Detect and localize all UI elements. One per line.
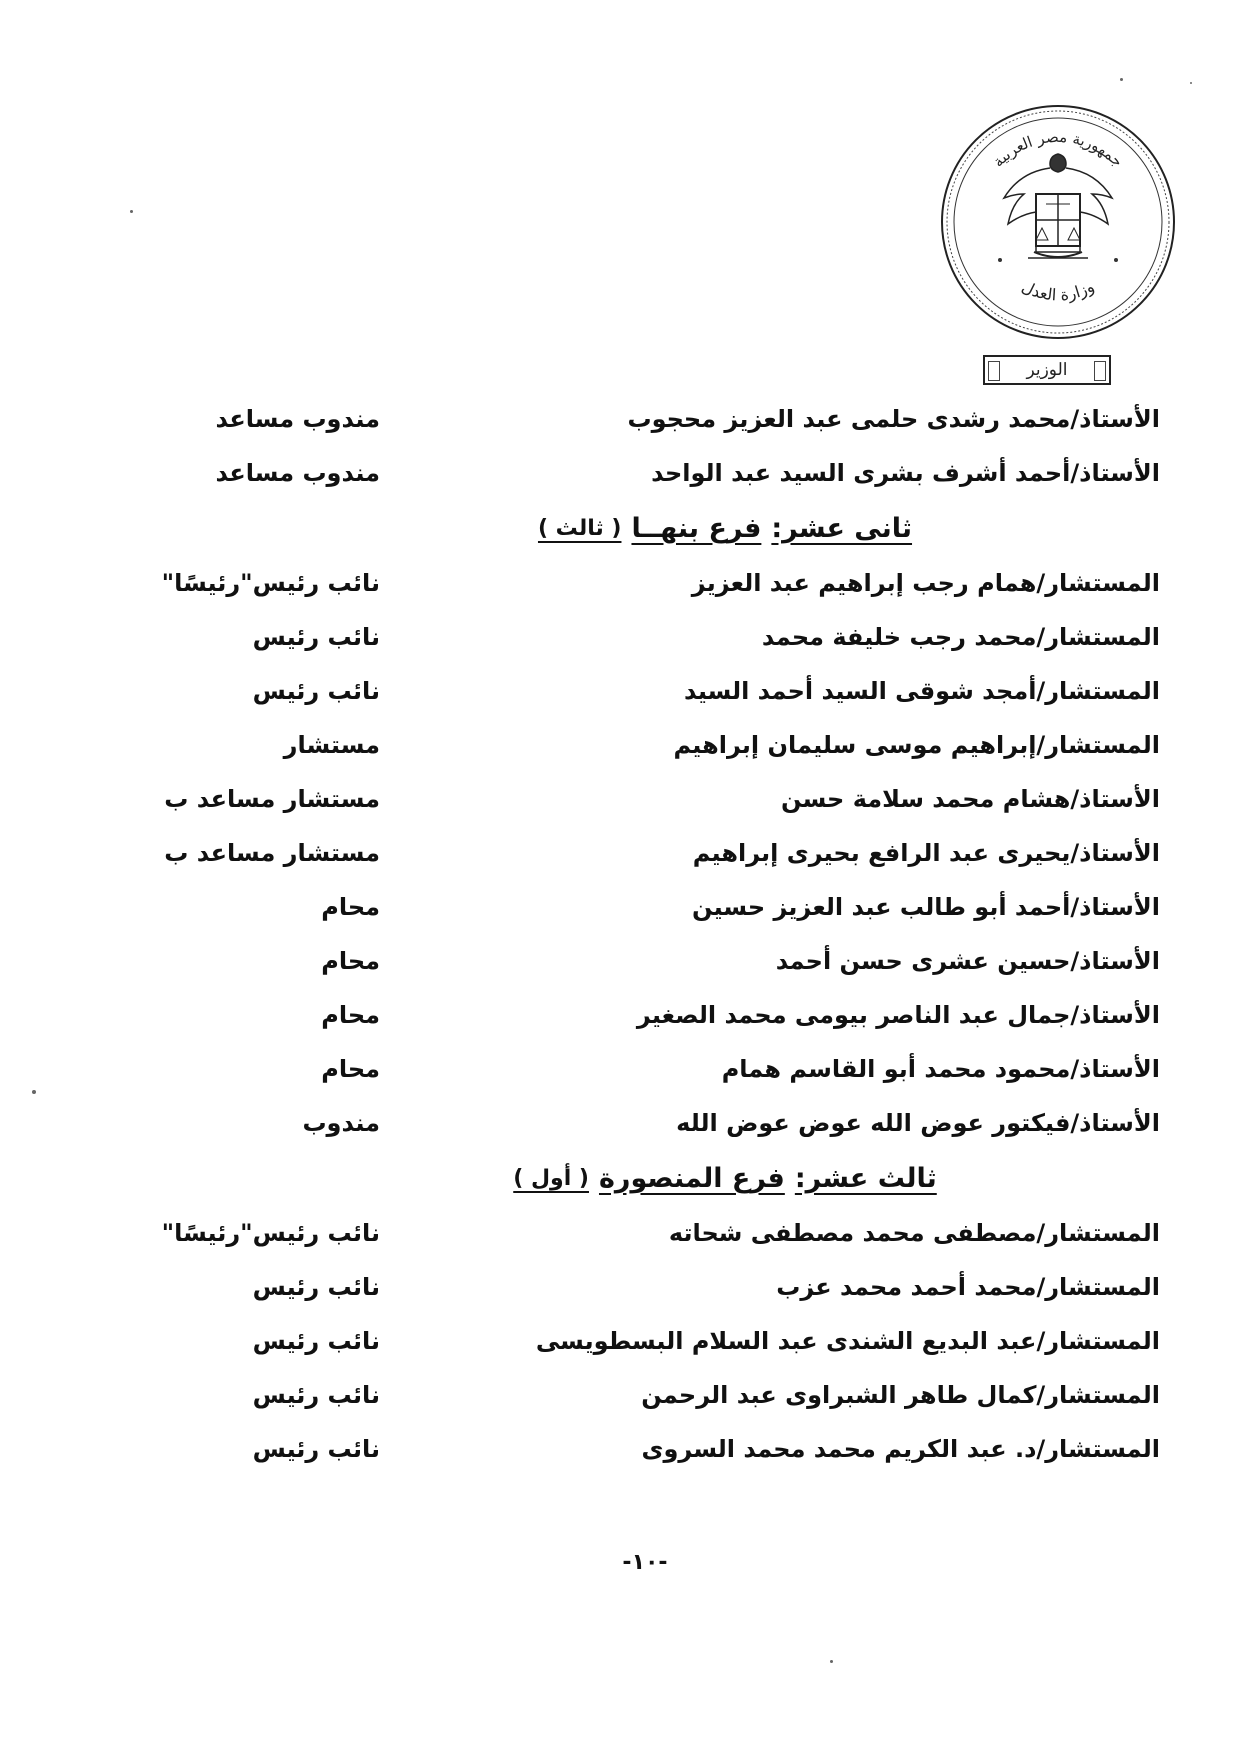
seal-bottom-text: وزارة العدل	[1018, 276, 1098, 305]
signature-text: الوزير	[1026, 360, 1068, 380]
member-role: محام	[321, 1001, 380, 1029]
member-role: نائب رئيس	[252, 1273, 380, 1301]
member-role: مندوب مساعد	[215, 459, 380, 487]
member-row	[170, 446, 1160, 500]
member-row	[170, 880, 1160, 934]
member-name: الأستاذ/محمد رشدى حلمى عبد العزيز محجوب	[627, 405, 1160, 433]
scan-speck	[130, 210, 133, 213]
section-heading	[290, 1150, 1160, 1206]
document-body	[161, 392, 1160, 1476]
member-name: المستشار/كمال طاهر الشبراوى عبد الرحمن	[641, 1381, 1160, 1409]
section-branch: فرع بنهــا	[631, 512, 762, 544]
member-name: المستشار/محمد رجب خليفة محمد	[761, 623, 1160, 651]
section-tier: ( أول )	[513, 1165, 589, 1191]
member-name: المستشار/د. عبد الكريم محمد محمد السروى	[641, 1435, 1160, 1463]
member-row	[170, 392, 1160, 446]
member-row	[170, 988, 1160, 1042]
member-role: نائب رئيس	[252, 1381, 380, 1409]
member-row	[164, 772, 1160, 826]
member-row	[170, 1368, 1160, 1422]
member-name: المستشار/همام رجب إبراهيم عبد العزيز	[691, 569, 1160, 597]
member-name: الأستاذ/أحمد أشرف بشرى السيد عبد الواحد	[651, 459, 1160, 487]
member-role: نائب رئيس	[252, 1435, 380, 1463]
scan-speck	[1120, 78, 1123, 81]
member-name: الأستاذ/جمال عبد الناصر بيومى محمد الصغير	[636, 1001, 1160, 1029]
member-role: مندوب مساعد	[215, 405, 380, 433]
member-name: الأستاذ/حسين عشرى حسن أحمد	[775, 947, 1160, 975]
member-row	[170, 718, 1160, 772]
member-row	[170, 664, 1160, 718]
seal-top-text: جمهورية مصر العربية	[989, 127, 1127, 171]
scan-speck	[32, 1090, 36, 1094]
member-name: الأستاذ/يحيرى عبد الرافع بحيرى إبراهيم	[692, 839, 1160, 867]
member-row	[170, 1096, 1160, 1150]
section-ordinal: ثالث عشر:	[794, 1162, 937, 1194]
section-tier: ( ثالث )	[537, 515, 622, 541]
member-role: مستشار مساعد ب	[164, 839, 380, 867]
member-name: المستشار/عبد البديع الشندى عبد السلام البسطويسى	[535, 1327, 1160, 1355]
member-row	[161, 556, 1160, 610]
member-name: المستشار/محمد أحمد محمد عزب	[776, 1273, 1160, 1301]
eagle-emblem-icon	[1004, 154, 1112, 258]
minister-signature-stamp	[983, 355, 1111, 385]
member-row	[170, 1042, 1160, 1096]
member-row	[170, 934, 1160, 988]
svg-text:وزارة العدل	[1019, 277, 1097, 305]
member-row	[170, 1422, 1160, 1476]
section-heading	[290, 500, 1160, 556]
member-role: مستشار مساعد ب	[164, 785, 380, 813]
member-role: مستشار	[283, 731, 380, 759]
member-row	[170, 1260, 1160, 1314]
member-role: محام	[321, 947, 380, 975]
member-name: الأستاذ/هشام محمد سلامة حسن	[781, 785, 1160, 813]
scan-speck	[1190, 82, 1192, 84]
member-name: المستشار/مصطفى محمد مصطفى شحاته	[668, 1219, 1160, 1247]
member-role: نائب رئيس"رئيسًا"	[161, 569, 380, 597]
member-role: محام	[321, 893, 380, 921]
member-role: مندوب	[302, 1109, 380, 1137]
member-row	[161, 1206, 1160, 1260]
member-name: المستشار/إبراهيم موسى سليمان إبراهيم	[673, 731, 1160, 759]
member-name: المستشار/أمجد شوقى السيد أحمد السيد	[684, 677, 1160, 705]
member-role: نائب رئيس	[252, 1327, 380, 1355]
member-role: نائب رئيس"رئيسًا"	[161, 1219, 380, 1247]
member-name: الأستاذ/فيكتور عوض الله عوض عوض الله	[676, 1109, 1160, 1137]
section-ordinal: ثانى عشر:	[771, 512, 913, 544]
member-row	[170, 1314, 1160, 1368]
member-name: الأستاذ/محمود محمد أبو القاسم همام	[721, 1055, 1160, 1083]
page-number: -١٠-	[622, 1550, 668, 1575]
member-name: الأستاذ/أحمد أبو طالب عبد العزيز حسين	[692, 893, 1160, 921]
member-role: نائب رئيس	[252, 677, 380, 705]
section-branch: فرع المنصورة	[598, 1162, 785, 1194]
member-role: محام	[321, 1055, 380, 1083]
member-row	[164, 826, 1160, 880]
member-role: نائب رئيس	[252, 623, 380, 651]
ministry-seal	[938, 102, 1178, 342]
scan-speck	[830, 1660, 833, 1663]
member-row	[170, 610, 1160, 664]
